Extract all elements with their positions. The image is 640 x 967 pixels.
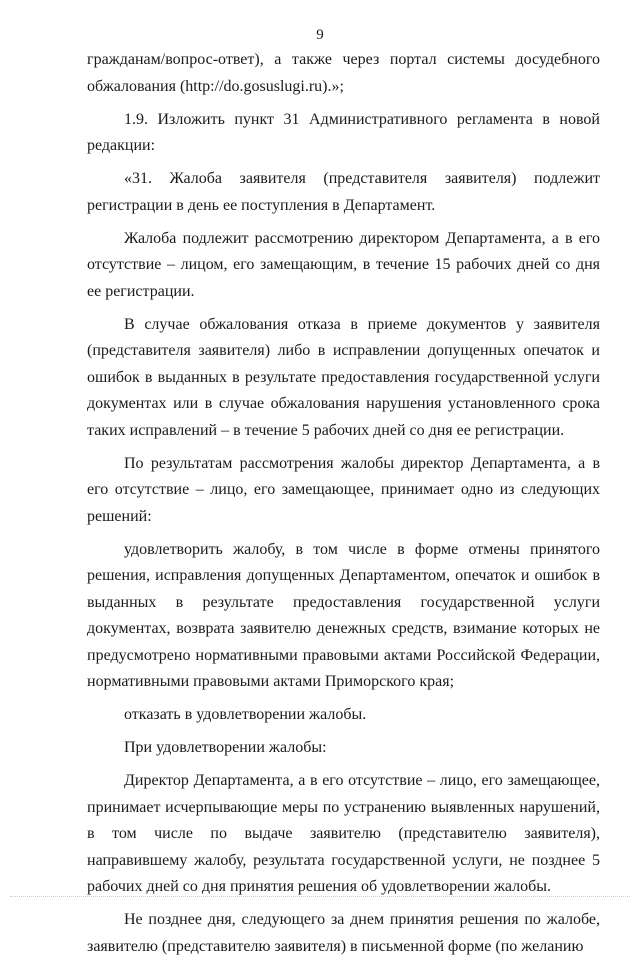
paragraph-refusal-term: В случае обжалования отказа в приеме документов у заявителя (представителя заявителя) либо в исправлении допущенных опечаток и ошибок в выданных в результате предоставления государственной услуги документах или в случае обжалования нарушения установленного срока таких исправлений – в течение 5 рабочих дней со дня ее регистрации. <box>87 315 600 439</box>
document-body <box>87 47 600 967</box>
paragraph-upon-satisfaction: При удовлетворении жалобы: <box>124 739 327 756</box>
paragraph-notification: Не позднее дня, следующего за днем принятия решения по жалобе, заявителю (представителю заявителя) в письменной форме (по желанию <box>87 911 600 955</box>
paragraph-review-term: Жалоба подлежит рассмотрению директором Департамента, а в его отсутствие – лицом, его замещающим, в течение 15 рабочих дней со дня ее регистрации. <box>87 229 600 300</box>
paragraph-decision-satisfy: удовлетворить жалобу, в том числе в форме отмены принятого решения, исправления допущенных Департаментом, опечаток и ошибок в выданных в результате предоставления государственной услуги документах, возврата заявителю денежных средств, взимание которых не предусмотрено нормативными правовыми актами Российской Федерации, нормативными правовыми актами Приморского края; <box>87 540 600 690</box>
scan-bottom-edge <box>10 896 630 897</box>
paragraph-item-1-9: 1.9. Изложить пункт 31 Административного регламента в новой редакции: <box>87 110 600 154</box>
paragraph-continuation: гражданам/вопрос-ответ), а также через портал системы досудебного обжалования (http://do.gosuslugi.ru).»; <box>87 51 600 95</box>
paragraph-director-measures: Директор Департамента, а в его отсутствие – лицо, его замещающее, принимает исчерпывающие меры по устранению выявленных нарушений, в том числе по выдаче заявителю (представителю заявителя), направившему жалобу, результата государственной услуги, не позднее 5 рабочих дней со дня принятия решения об удовлетворении жалобы. <box>87 772 600 895</box>
paragraph-decisions-intro: По результатам рассмотрения жалобы директор Департамента, а в его отсутствие – лицо, его замещающее, принимает одно из следующих решений: <box>87 454 600 525</box>
paragraph-point-31: «31. Жалоба заявителя (представителя заявителя) подлежит регистрации в день ее поступления в Департамент. <box>87 170 600 214</box>
page-number: 9 <box>316 27 324 43</box>
paragraph-decision-refuse: отказать в удовлетворении жалобы. <box>124 706 367 723</box>
